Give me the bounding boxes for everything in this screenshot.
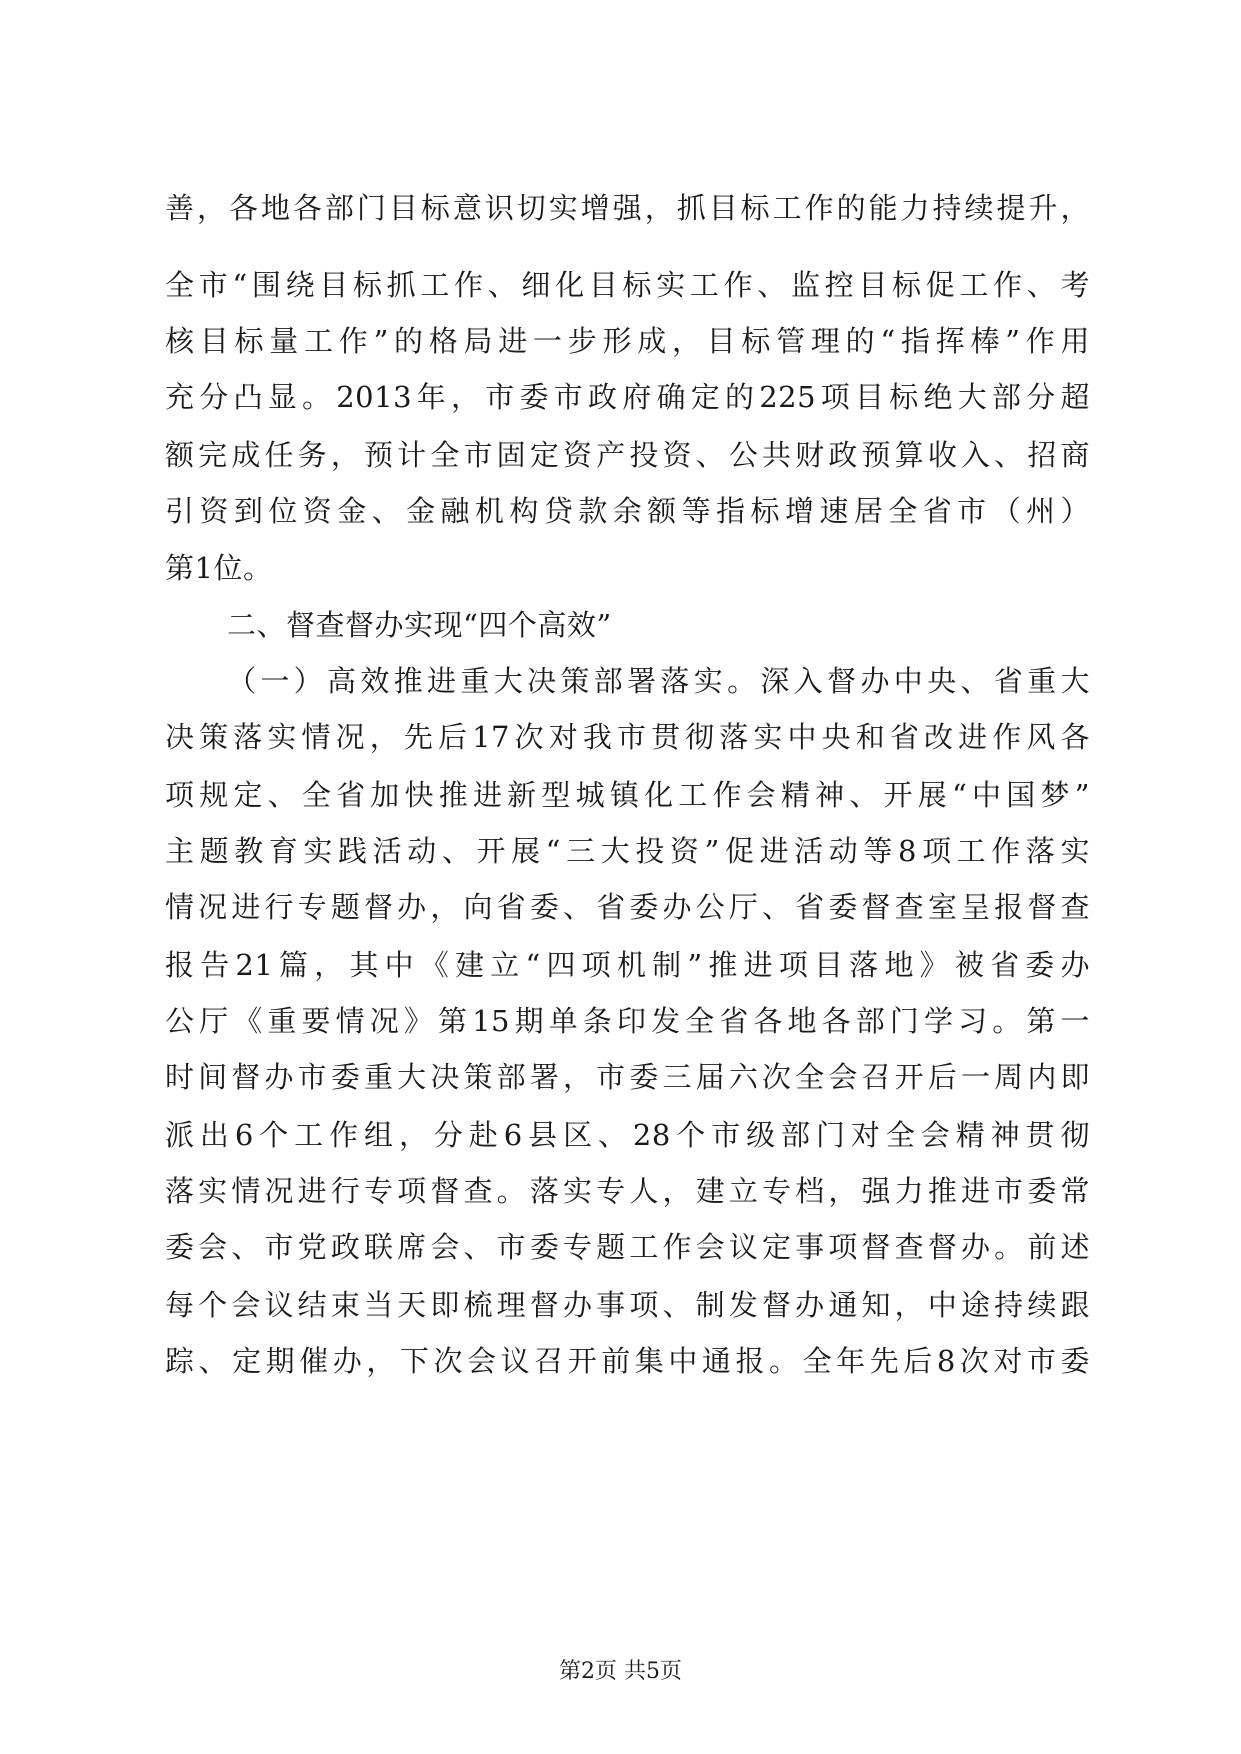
text-line: 公厅《重要情况》第15期单条印发全省各地各部门学习。第一 bbox=[165, 1004, 1090, 1038]
text-line: 全市“围绕目标抓工作、细化目标实工作、监控目标促工作、考 bbox=[165, 268, 1090, 302]
text-line: 决策落实情况，先后17次对我市贯彻落实中央和省改进作风各 bbox=[165, 720, 1090, 754]
text-line: 引资到位资金、金融机构贷款余额等指标增速居全省市（州） bbox=[165, 494, 1090, 528]
page-footer: 第2页 共5页 bbox=[559, 1659, 682, 1684]
text-line: 额完成任务，预计全市固定资产投资、公共财政预算收入、招商 bbox=[165, 438, 1090, 472]
text-line: 委会、市党政联席会、市委专题工作会议定事项督查督办。前述 bbox=[165, 1230, 1090, 1264]
text-line: 时间督办市委重大决策部署，市委三届六次全会召开后一周内即 bbox=[165, 1060, 1090, 1094]
text-line: 每个会议结束当天即梳理督办事项、制发督办通知，中途持续跟 bbox=[165, 1288, 1090, 1322]
text-line: 报告21篇，其中《建立“四项机制”推进项目落地》被省委办 bbox=[165, 948, 1090, 982]
text-line: 落实情况进行专项督查。落实专人，建立专档，强力推进市委常 bbox=[165, 1174, 1090, 1208]
text-line: 充分凸显。2013年，市委市政府确定的225项目标绝大部分超 bbox=[165, 380, 1090, 414]
text-line: 项规定、全省加快推进新型城镇化工作会精神、开展“中国梦” bbox=[165, 778, 1090, 812]
text-line: 善，各地各部门目标意识切实增强，抓目标工作的能力持续提升， bbox=[165, 191, 1090, 225]
text-line: 派出6个工作组，分赴6县区、28个市级部门对全会精神贯彻 bbox=[165, 1118, 1090, 1152]
text-line: 第1位。 bbox=[165, 551, 273, 585]
subsection-heading-line: （一）高效推进重大决策部署落实。深入督办中央、省重大 bbox=[227, 664, 1090, 698]
section-heading: 二、督查督办实现“四个高效” bbox=[227, 608, 612, 642]
text-line: 情况进行专题督办，向省委、省委办公厅、省委督查室呈报督查 bbox=[165, 890, 1090, 924]
text-line: 核目标量工作”的格局进一步形成，目标管理的“指挥棒”作用 bbox=[165, 324, 1090, 358]
text-line: 主题教育实践活动、开展“三大投资”促进活动等8项工作落实 bbox=[165, 834, 1090, 868]
text-line: 踪、定期催办，下次会议召开前集中通报。全年先后8次对市委 bbox=[165, 1344, 1090, 1378]
